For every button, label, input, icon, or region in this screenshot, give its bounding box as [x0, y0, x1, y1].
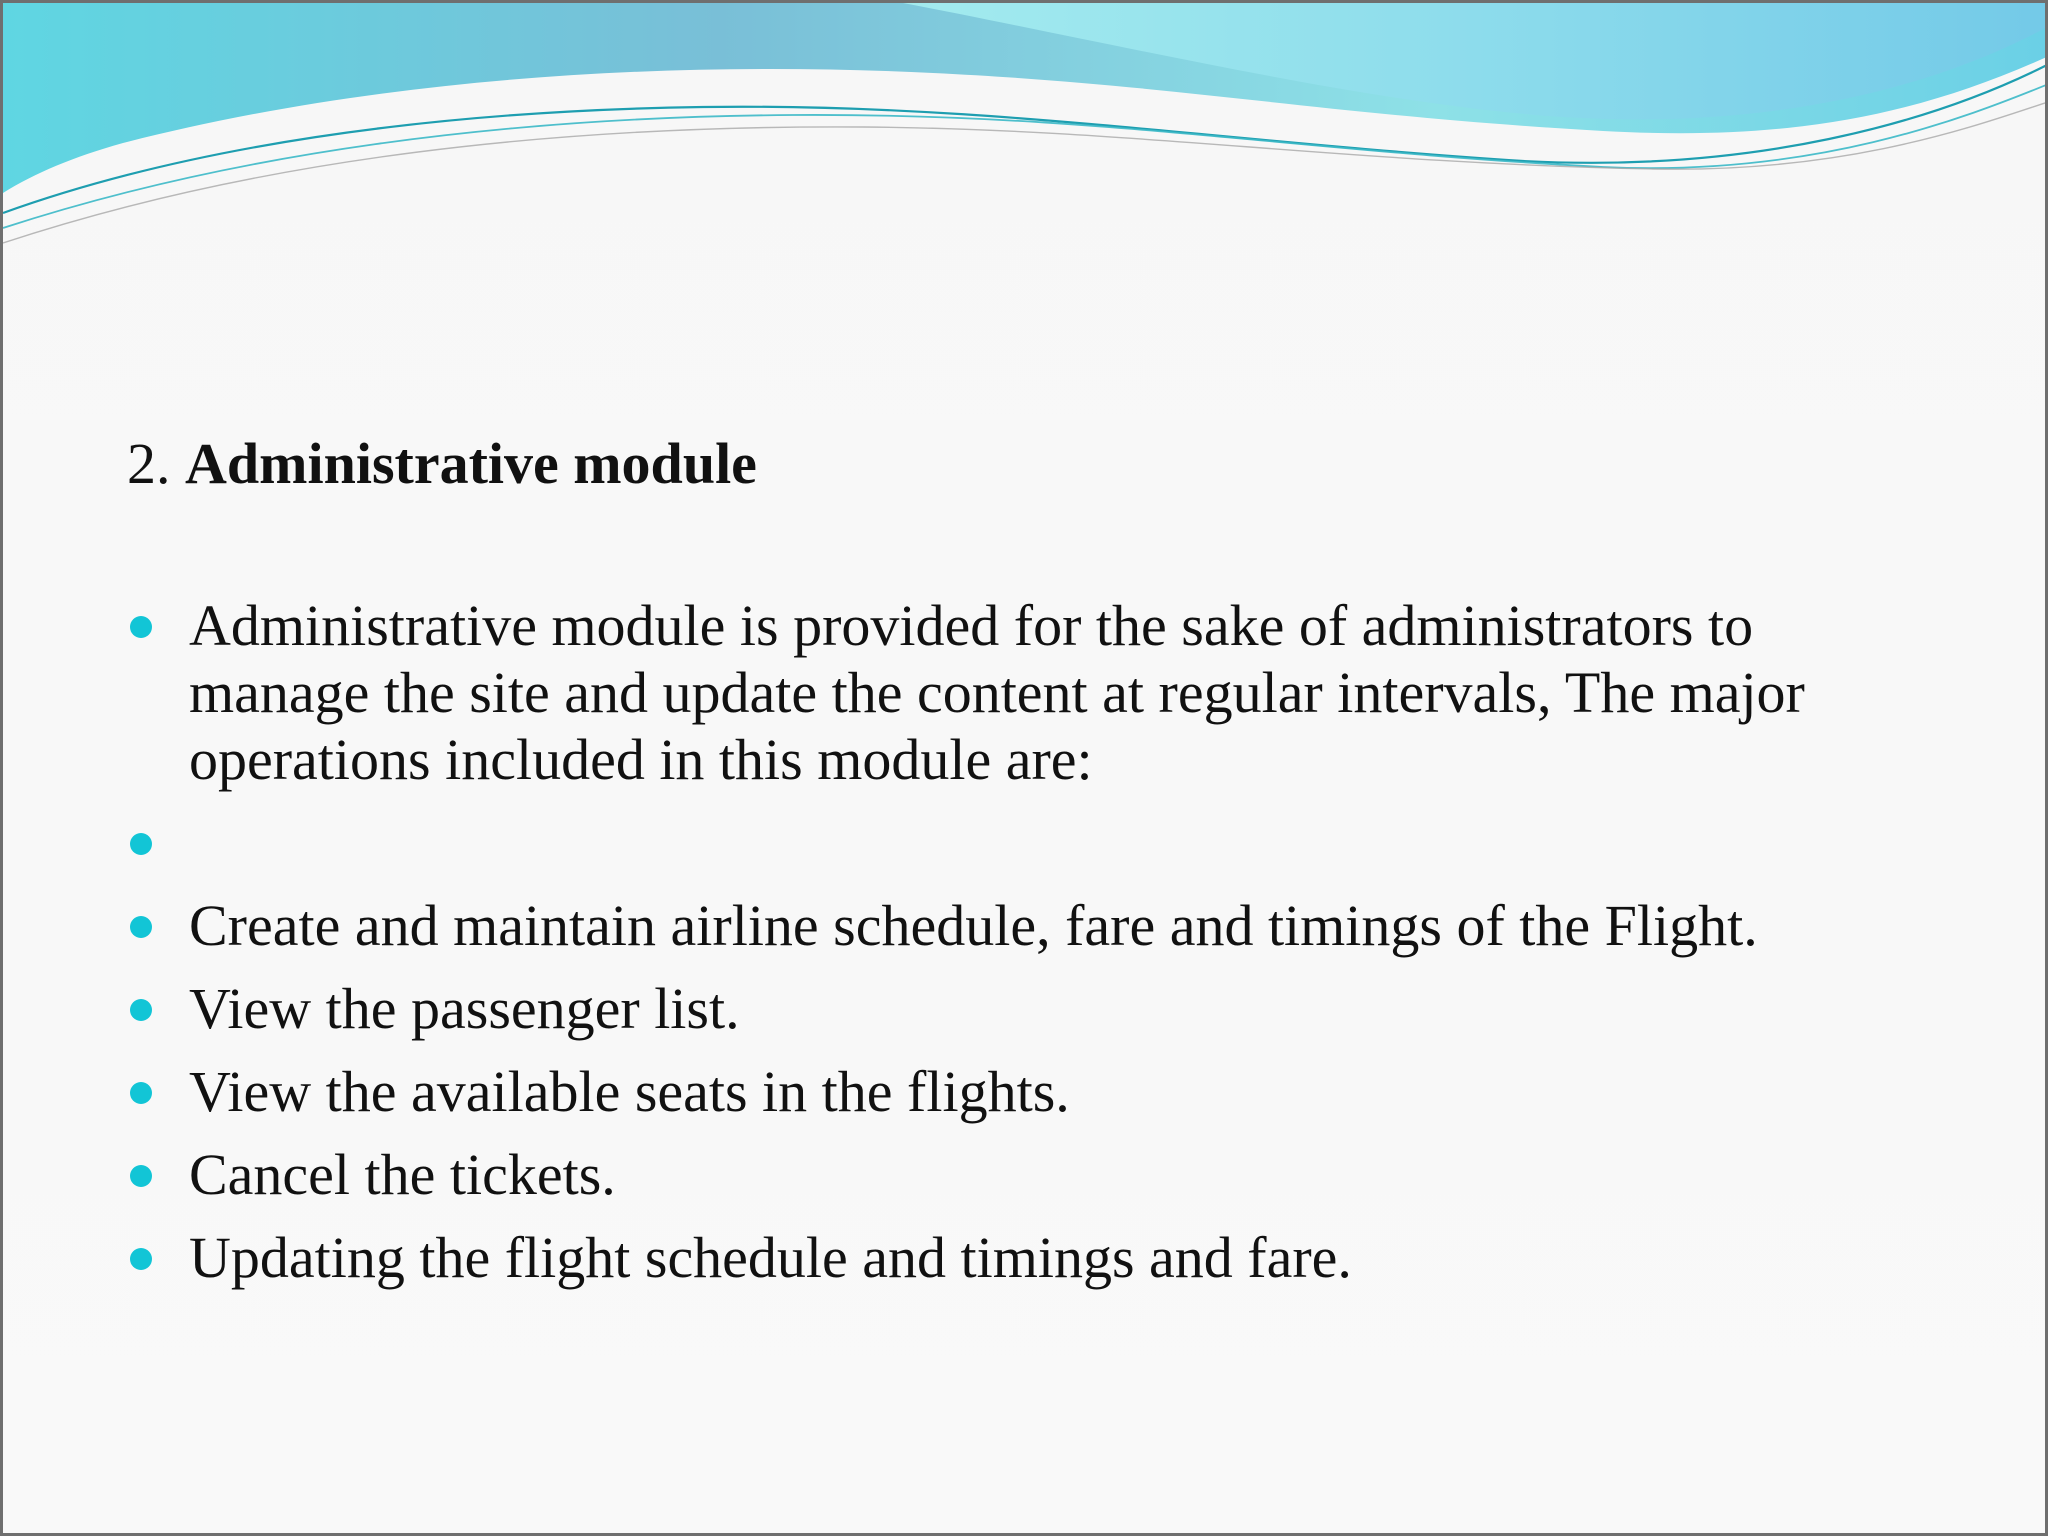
decorative-wave-header: [3, 3, 2048, 263]
heading-number: 2.: [127, 431, 171, 496]
bullet-text-1: Administrative module is provided for the sake of administrators to manage the site and update the content at regular intervals, The major operations included in this module are:: [189, 592, 1805, 792]
bullet-text-6: Cancel the tickets.: [189, 1141, 616, 1207]
heading-title: Administrative module: [185, 431, 757, 496]
bullet-item-1: [127, 592, 1947, 793]
slide-heading: [127, 431, 1947, 498]
bullet-text-3: Create and maintain airline schedule, fare and timings of the Flight.: [189, 892, 1758, 958]
bullet-dot-icon: [130, 1248, 152, 1270]
bullet-item-2: [127, 809, 1947, 876]
bullet-dot-icon: [130, 616, 152, 638]
bullet-item-7: [127, 1224, 1947, 1291]
bullet-dot-icon: [130, 833, 152, 855]
bullet-dot-icon: [130, 999, 152, 1021]
bullet-dot-icon: [130, 1165, 152, 1187]
bullet-item-6: [127, 1141, 1947, 1208]
bullet-text-7: Updating the flight schedule and timings and fare.: [189, 1224, 1352, 1290]
bullet-item-5: [127, 1058, 1947, 1125]
bullet-dot-icon: [130, 1082, 152, 1104]
bullet-item-4: [127, 975, 1947, 1042]
slide-content: [127, 431, 1947, 1291]
bullet-text-4: View the passenger list.: [189, 975, 740, 1041]
bullet-item-3: [127, 892, 1947, 959]
bullet-text-5: View the available seats in the flights.: [189, 1058, 1070, 1124]
bullet-list: [127, 592, 1947, 1291]
bullet-dot-icon: [130, 916, 152, 938]
